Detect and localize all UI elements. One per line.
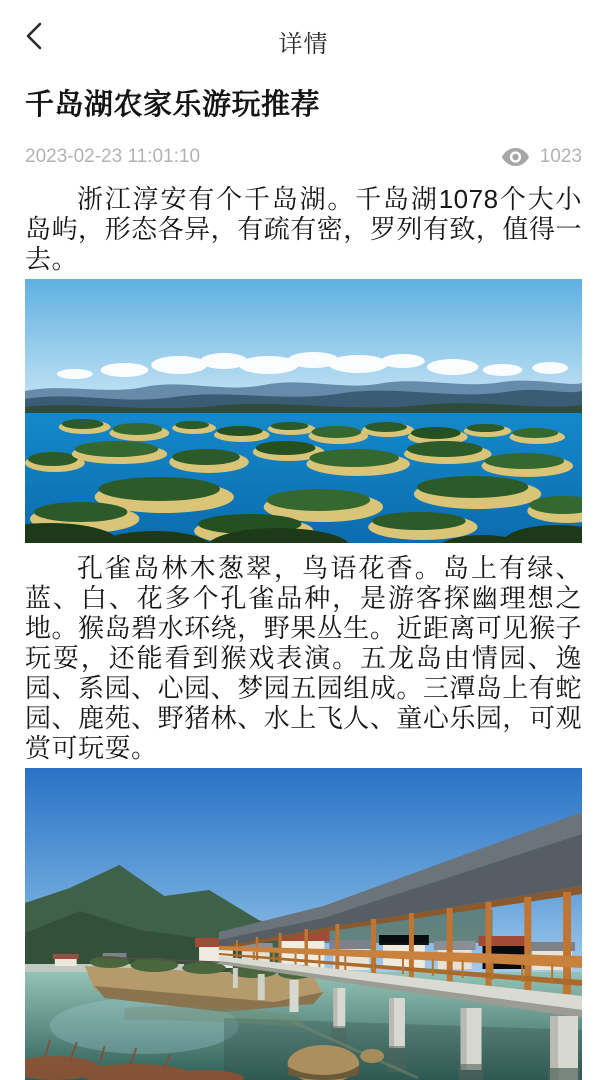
view-count: 1023 <box>539 146 582 167</box>
article-meta <box>25 146 582 168</box>
publish-date: 2023-02-23 11:01:10 <box>25 146 201 167</box>
article-content <box>0 88 607 1080</box>
article-image-lake[interactable] <box>25 279 582 543</box>
paragraph-2: 孔雀岛林木葱翠，鸟语花香。岛上有绿、蓝、白、花多个孔雀品种，是游客探幽理想之地。猴岛碧水环绕，野果丛生。近距离可见猴子玩耍，还能看到猴戏表演。五龙岛由情园、逸园、系园、心园、梦园五园组成。三潭岛上有蛇园、鹿苑、野猪林、水上飞人、童心乐园，可观赏可玩耍。 <box>25 553 582 763</box>
bridge-photo-illustration <box>25 768 582 1080</box>
eye-icon <box>500 146 531 168</box>
paragraph-1: 浙江淳安有个千岛湖。千岛湖1078个大小岛屿，形态各异，有疏有密，罗列有致，值得一去。 <box>25 184 582 274</box>
article-title: 千岛湖农家乐游玩推荐 <box>25 89 321 121</box>
article-image-bridge[interactable] <box>25 768 582 1080</box>
view-counter <box>500 146 582 168</box>
lake-photo-illustration <box>25 279 582 543</box>
nav-bar <box>0 0 607 62</box>
page-title: 详情 <box>278 31 329 58</box>
